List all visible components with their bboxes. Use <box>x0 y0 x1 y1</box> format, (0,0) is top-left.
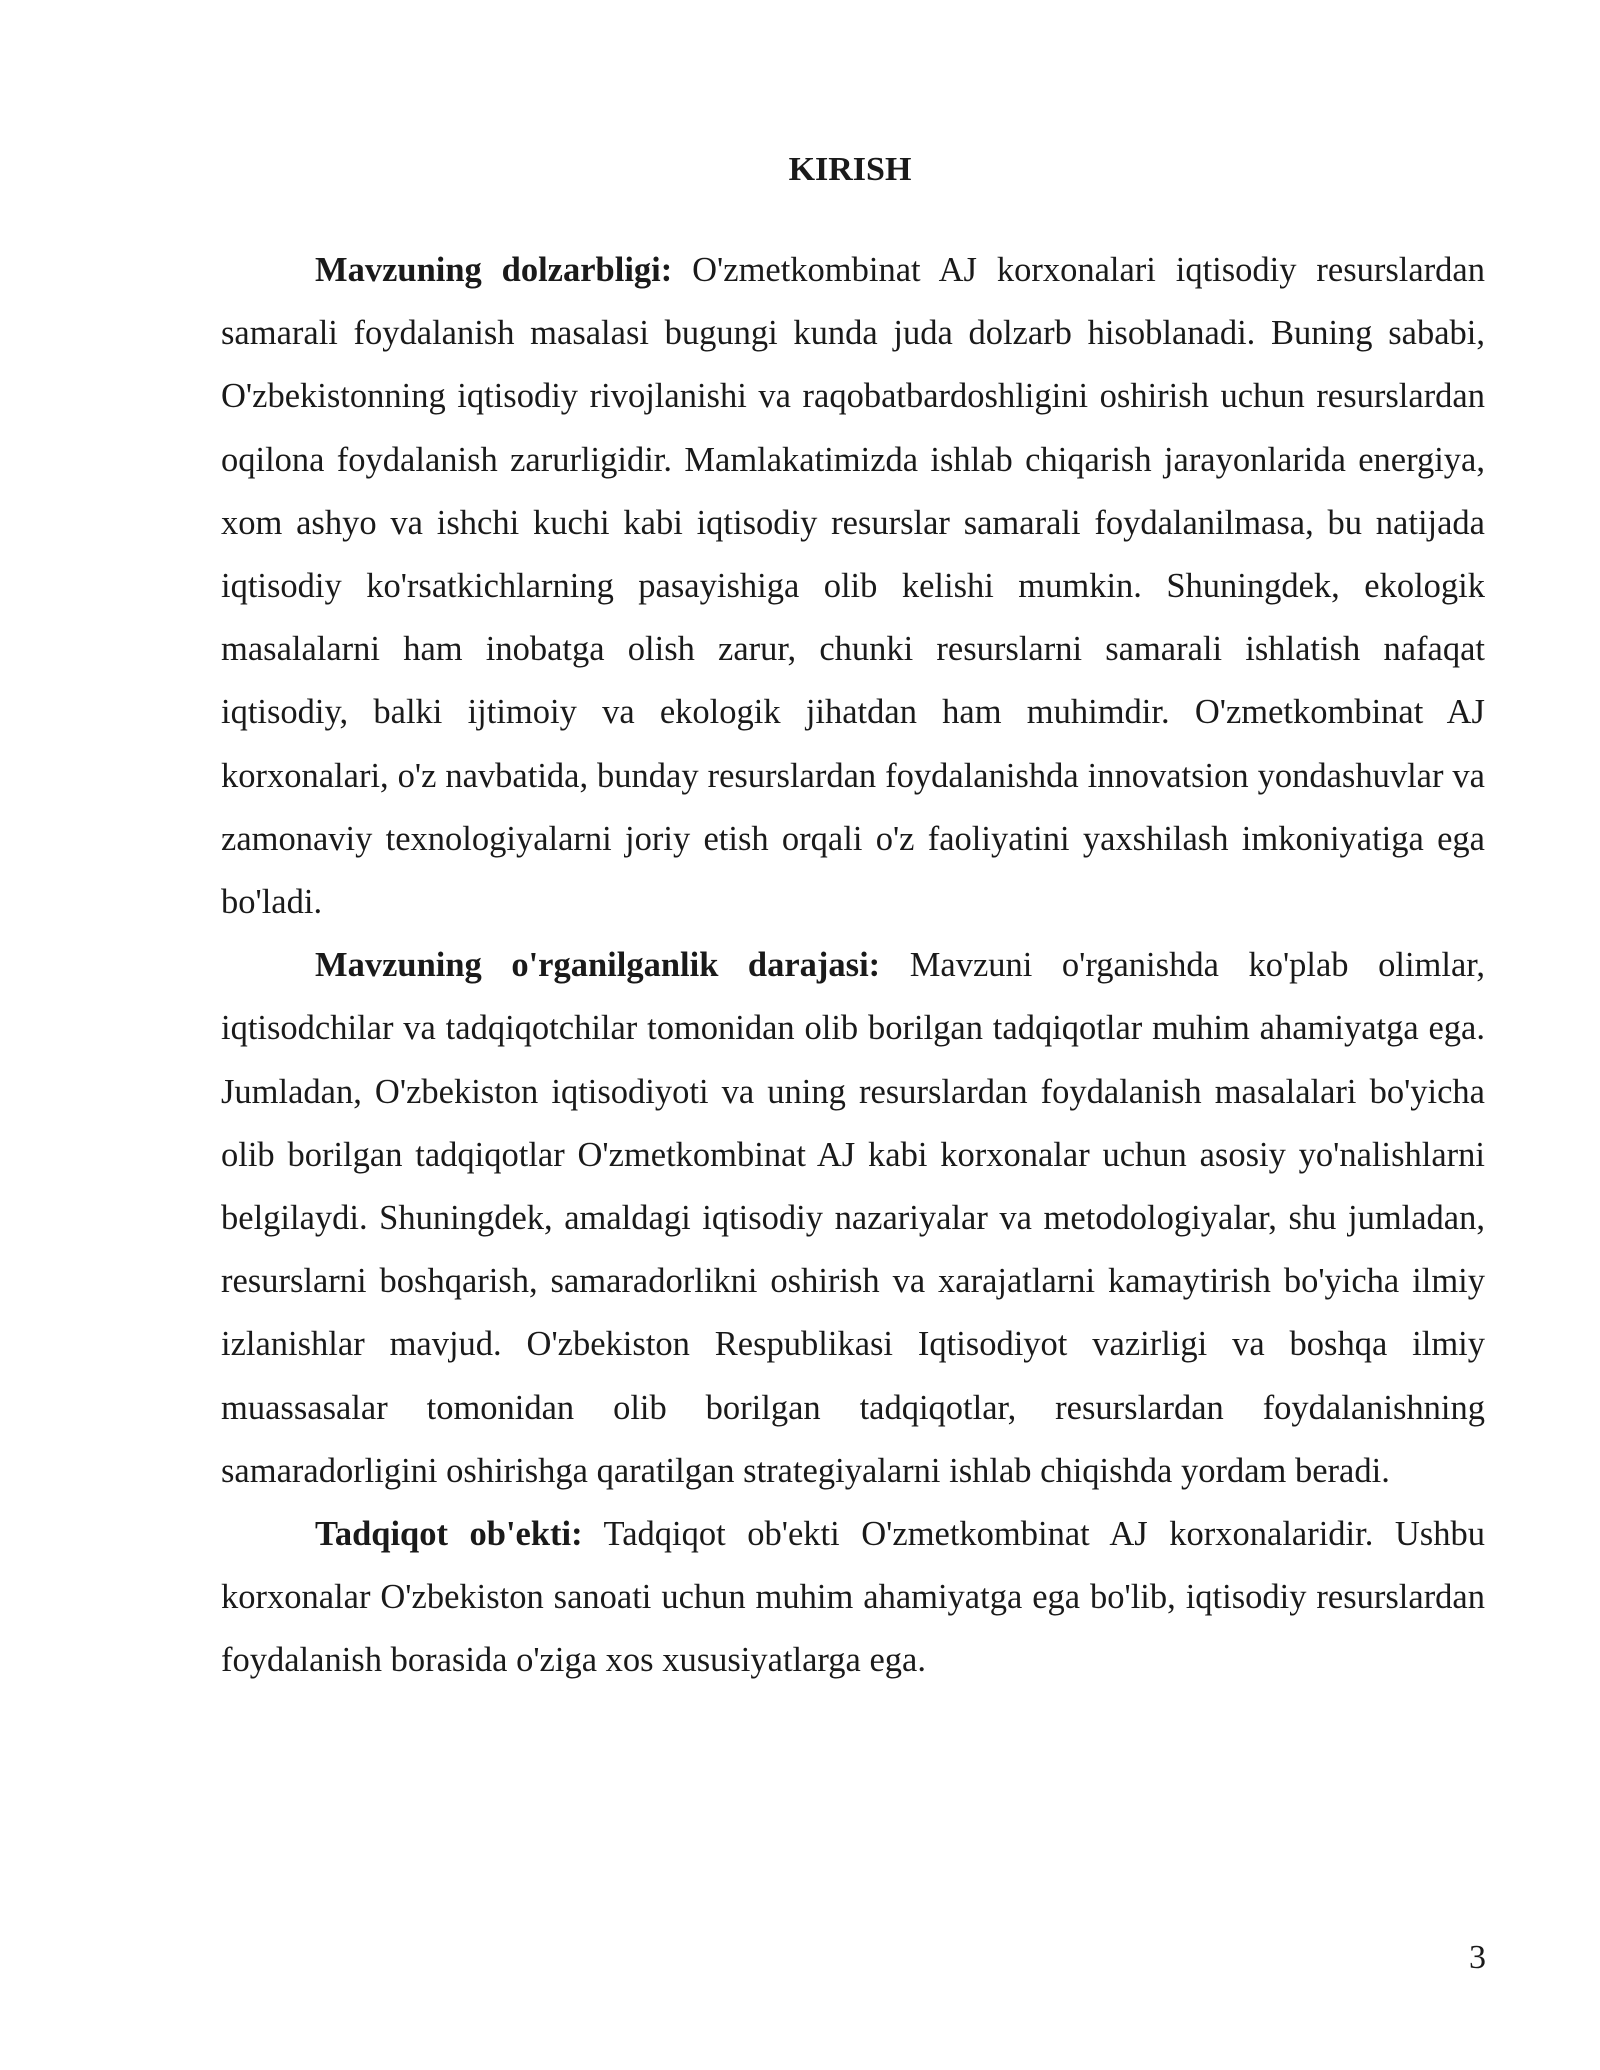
paragraph-research-object <box>221 1503 1485 1693</box>
body-text <box>221 239 1485 1693</box>
paragraph-text: O'zmetkombinat AJ korxonalari iqtisodiy resurslardan samarali foydalanish masalasi bugungi kunda juda dolzarb hisoblanadi. Buning sababi, O'zbekistonning iqtisodiy rivojlanishi va raqobatbardoshligini oshirish uchun resurslardan oqilona foydalanish zarurligidir. Mamlakatimizda ishlab chiqarish jarayonlarida energiya, xom ashyo va ishchi kuchi kabi iqtisodiy resurslar samarali foydalanilmasa, bu natijada iqtisodiy ko'rsatkichlarning pasayishiga olib kelishi mumkin. Shuningdek, ekologik masalalarni ham inobatga olish zarur, chunki resurslarni samarali ishlatish nafaqat iqtisodiy, balki ijtimoiy va ekologik jihatdan ham muhimdir. O'zmetkombinat AJ korxonalari, o'z navbatida, bunday resurslardan foydalanishda innovatsion yondashuvlar va zamonaviy texnologiyalarni joriy etish orqali o'z faoliyatini yaxshilash imkoniyatiga ega bo'ladi. <box>221 251 1485 922</box>
paragraph-lead: Tadqiqot ob'ekti: <box>315 1515 583 1554</box>
paragraph-relevance <box>221 239 1485 934</box>
paragraph-text: Tadqiqot ob'ekti O'zmetkombinat AJ korxonalaridir. Ushbu korxonalar O'zbekiston sanoati uchun muhim ahamiyatga ega bo'lib, iqtisodiy resurslardan foydalanish borasida o'ziga xos xususiyatlarga ega. <box>221 1515 1485 1680</box>
section-heading: KIRISH <box>788 151 912 188</box>
page-number: 3 <box>1469 1939 1486 1976</box>
paragraph-lead: Mavzuning dolzarbligi: <box>315 251 673 289</box>
paragraph-text: Mavzuni o'rganishda ko'plab olimlar, iqtisodchilar va tadqiqotchilar tomonidan olib borilgan tadqiqotlar muhim ahamiyatga ega. Jumladan, O'zbekiston iqtisodiyoti va uning resurslardan foydalanish masalalari bo'yicha olib borilgan tadqiqotlar O'zmetkombinat AJ kabi korxonalar uchun asosiy yo'nalishlarni belgilaydi. Shuningdek, amaldagi iqtisodiy nazariyalar va metodologiyalar, shu jumladan, resurslarni boshqarish, samaradorlikni oshirish va xarajatlarni kamaytirish bo'yicha ilmiy izlanishlar mavjud. O'zbekiston Respublikasi Iqtisodiyot vazirligi va boshqa ilmiy muassasalar tomonidan olib borilgan tadqiqotlar, resurslardan foydalanishning samaradorligini oshirishga qaratilgan strategiyalarni ishlab chiqishda yordam beradi. <box>221 946 1485 1490</box>
paragraph-lead: Mavzuning o'rganilganlik darajasi: <box>315 946 881 985</box>
paragraph-study-level <box>221 934 1485 1503</box>
